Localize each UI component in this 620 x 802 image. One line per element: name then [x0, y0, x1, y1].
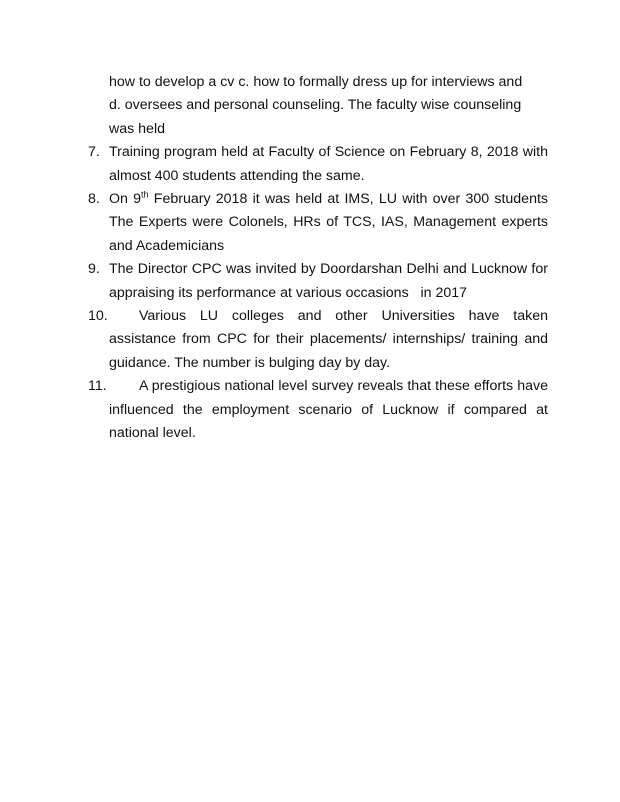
list-text: [109, 375, 548, 445]
list-number: 7.: [88, 144, 100, 161]
list-item-7: [88, 141, 548, 188]
list-item-9: [88, 258, 552, 305]
numbered-list: [88, 71, 552, 446]
list-number: 8.: [88, 191, 100, 208]
list-number: 11.: [88, 378, 107, 395]
list-item-10: [88, 305, 548, 375]
ordinal-suffix: th: [141, 189, 149, 200]
list-text-start: On 9: [109, 191, 142, 208]
continuation-line: how to develop a cv c. how to formally dress up for interviews and: [109, 74, 523, 90]
list-number: 10.: [88, 308, 108, 325]
list-text-end: February 2018 it was held at IMS, LU with over 300 students The Experts were Colonels, HRs of TCS, IAS, Management experts and Academicians: [109, 191, 548, 254]
continuation-line: d. oversees and personal counseling. The faculty wise counseling: [109, 97, 522, 114]
list-text-content: Various LU colleges and other Universities have taken assistance from CPC for their placements/ internships/ training and guidance. The number is bulging day by day.: [109, 308, 548, 371]
list-item-11: [88, 375, 548, 445]
list-text: The Director CPC was invited by Doordarshan Delhi and Lucknow for appraising its performance at various occasions in 2017: [109, 261, 552, 301]
list-text: Training program held at Faculty of Science on February 8, 2018 with almost 400 students attending the same.: [109, 144, 548, 184]
list-continuation: [88, 71, 548, 141]
list-text: [109, 305, 548, 375]
list-text: [109, 188, 548, 258]
continuation-line: was held: [109, 120, 165, 137]
list-item-8: [88, 188, 548, 258]
list-text-content: A prestigious national level survey reveals that these efforts have influenced the employment scenario of Lucknow if compared at national level.: [109, 378, 548, 442]
list-number: 9.: [88, 261, 100, 278]
